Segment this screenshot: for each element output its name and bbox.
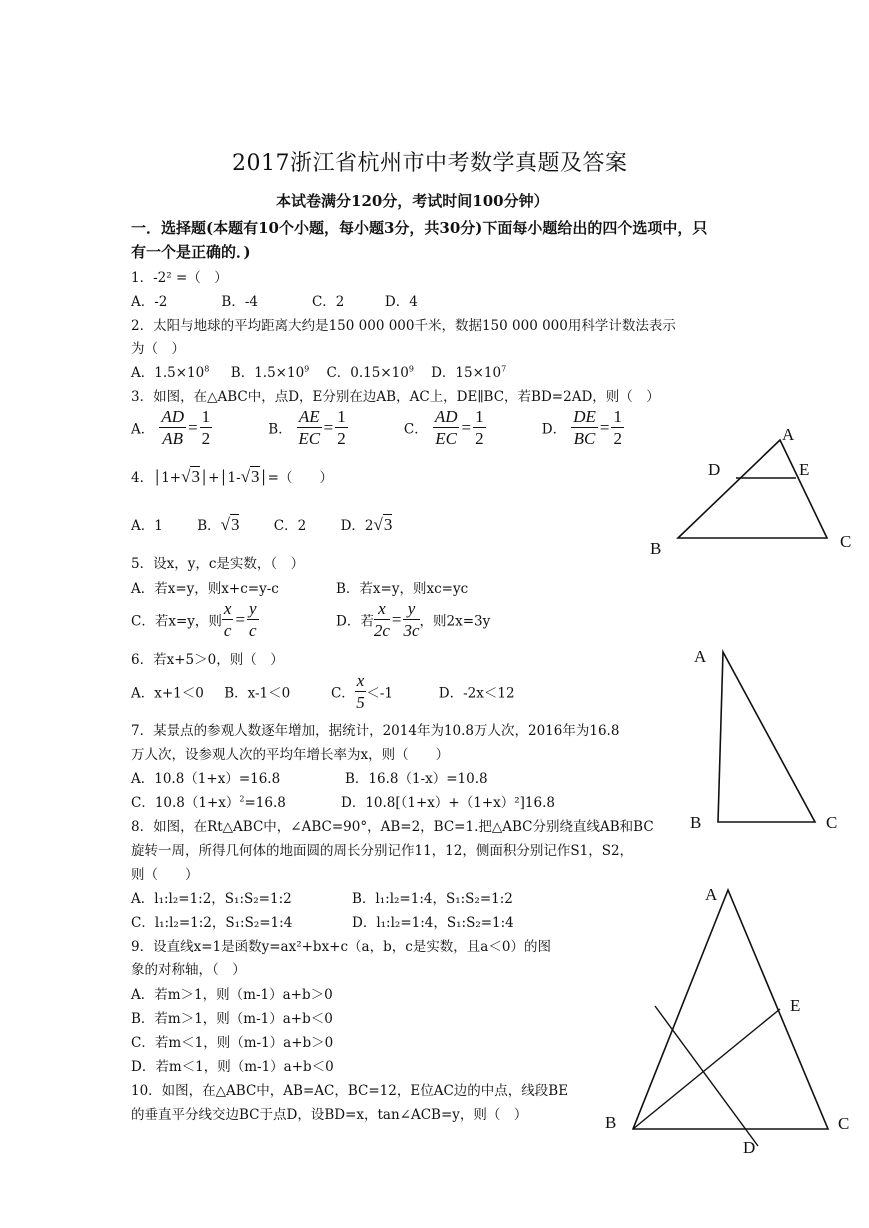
q3-option-b: B． $\frac{AE}{EC}$ = $\frac{1}{2}$	[268, 407, 346, 448]
q1-options: A．-2 B．-4 C．2 D．4	[131, 294, 418, 310]
q7-option-a: A．10.8（1+x）=16.8	[131, 771, 281, 787]
q4-option-c: C．2	[273, 518, 307, 534]
q8-option-a: A．l₁:l₂=1:2，S₁:S₂=1:2	[131, 891, 292, 907]
label-a: A	[694, 647, 707, 666]
q2-stem-line2: 为（ ）	[131, 341, 185, 357]
q5-option-b: B．若x=y，则xc=yc	[336, 581, 469, 597]
q4-option-b: B．√3	[197, 515, 240, 534]
q10-stem-line2: 的垂直平分线交边BC于点D，设BD=x，tan∠ACB=y，则（ ）	[131, 1107, 528, 1123]
q7-stem-line2: 万人次，设参观人次的平均年增长率为x，则（ ）	[131, 747, 450, 763]
section-heading-line1: 一．选择题(本题有10个小题，每小题3分，共30分)下面每小题给出的四个选项中，只	[131, 219, 708, 237]
label-e: E	[790, 996, 801, 1015]
q5-option-d: D．若 $\frac{x}{2c}$ = $\frac{y}{3c}$ ，则2x=3y	[336, 599, 491, 640]
q8-stem-line1: 8．如图，在Rt△ABC中，∠ABC=90°，AB=2，BC=1.把△ABC分别绕直线AB和BC	[131, 819, 654, 835]
triangle-abc	[678, 440, 827, 538]
q9-option-c: C．若m＜1，则（m-1）a+b＞0	[131, 1035, 334, 1051]
q1-stem: 1．-2² =（ ）	[131, 270, 228, 286]
label-c: C	[840, 532, 852, 551]
q9-option-d: D．若m＜1，则（m-1）a+b＜0	[131, 1059, 334, 1075]
label-a: A	[782, 425, 795, 444]
q4-stem: 4．│1+√3│+│1-√3│=（ ）	[131, 467, 333, 486]
q2-option-d: D．$15\times 10^7$	[431, 364, 507, 381]
label-c: C	[826, 813, 838, 832]
label-e: E	[799, 460, 810, 479]
label-b: B	[690, 813, 702, 832]
q8-option-d: D．l₁:l₂=1:4，S₁:S₂=1:4	[352, 915, 514, 931]
q9-stem-line1: 9．设直线x=1是函数y=ax²+bx+c（a，b，c是实数，且a＜0）的图	[131, 939, 551, 955]
label-b: B	[605, 1113, 617, 1132]
q2-option-b: B．$1.5\times 10^9$	[230, 364, 310, 381]
figure-right-triangle	[680, 640, 860, 840]
q7-option-d: D．10.8[（1+x）+（1+x）²]16.8	[341, 795, 555, 811]
figure-triangle-de-parallel-bc	[640, 420, 869, 560]
q3-option-d: D． $\frac{DE}{BC}$ = $\frac{1}{2}$	[541, 407, 622, 448]
exam-info: 本试卷满分120分，考试时间100分钟）	[276, 192, 549, 210]
q2-options	[131, 361, 506, 381]
q3-option-c: C． $\frac{AD}{EC}$ = $\frac{1}{2}$	[403, 407, 484, 448]
q3-options	[131, 408, 624, 447]
q8-option-b: B．l₁:l₂=1:4，S₁:S₂=1:2	[352, 891, 513, 907]
triangle-abc-right	[718, 652, 815, 822]
q8-stem-line3: 则（ ）	[131, 867, 199, 883]
section-heading-line2: 有一个是正确的．)	[131, 243, 251, 261]
q9-option-b: B．若m＞1，则（m-1）a+b＜0	[131, 1011, 333, 1027]
q2-option-c: C．$0.15\times 10^9$	[326, 364, 414, 381]
q10-stem-line1: 10．如图，在△ABC中，AB=AC，BC=12，E位AC边的中点，线段BE	[131, 1083, 569, 1099]
label-c: C	[838, 1114, 850, 1133]
q6-option-c: C． $\frac{x}{5}$ ＜-1	[330, 671, 393, 712]
q5-stem: 5．设x，y，c是实数，（ ）	[131, 556, 305, 572]
q6-option-b: B．x-1＜0	[224, 685, 291, 702]
q6-option-a: A．x+1＜0	[131, 685, 204, 702]
label-d: D	[708, 460, 721, 479]
q8-option-c: C．l₁:l₂=1:2，S₁:S₂=1:4	[131, 915, 293, 931]
q4-option-a: A．1	[131, 518, 163, 534]
q7-stem-line1: 7．某景点的参观人数逐年增加，据统计，2014年为10.8万人次，2016年为16.8	[131, 723, 620, 739]
label-a: A	[705, 885, 718, 904]
q5-option-a: A．若x=y，则x+c=y-c	[131, 581, 279, 597]
q6-option-d: D．-2x＜12	[438, 685, 515, 702]
q6-stem: 6．若x+5＞0，则（ ）	[131, 652, 284, 668]
q4-options	[131, 514, 392, 535]
q6-options	[131, 672, 515, 711]
segment-be	[633, 1009, 780, 1129]
label-b: B	[650, 539, 662, 558]
q3-option-a: A． $\frac{AD}{AB}$ = $\frac{1}{2}$	[131, 407, 211, 448]
q7-option-c: C．$10.8(1+x)^2=16.8$	[131, 794, 286, 811]
page-title: 2017浙江省杭州市中考数学真题及答案	[232, 151, 628, 176]
q2-option-a: A．$1.5\times 10^8$	[131, 364, 210, 381]
q8-stem-line2: 旋转一周，所得几何体的地面圆的周长分别记作11，12，侧面积分别记作S1，S2，	[131, 843, 634, 859]
q7-option-b: B．16.8（1-x）=10.8	[345, 771, 488, 787]
q5-option-c: C．若x=y，则 $\frac{x}{c}$ = $\frac{y}{c}$	[131, 599, 257, 640]
figure-isosceles-triangle-bisector	[600, 878, 862, 1168]
q2-stem-line1: 2．太阳与地球的平均距离大约是150 000 000千米，数据150 000 000用科学计数法表示	[131, 318, 676, 334]
perpendicular-bisector	[655, 1006, 758, 1146]
q4-option-d: D．2√3	[340, 515, 393, 534]
q9-stem-line2: 象的对称轴，（ ）	[131, 962, 246, 978]
q9-option-a: A．若m＞1，则（m-1）a+b＞0	[131, 987, 333, 1003]
q3-stem: 3．如图，在△ABC中，点D，E分别在边AB，AC上，DE∥BC，若BD=2AD，则（ ）	[131, 389, 660, 405]
label-d: D	[743, 1138, 756, 1157]
